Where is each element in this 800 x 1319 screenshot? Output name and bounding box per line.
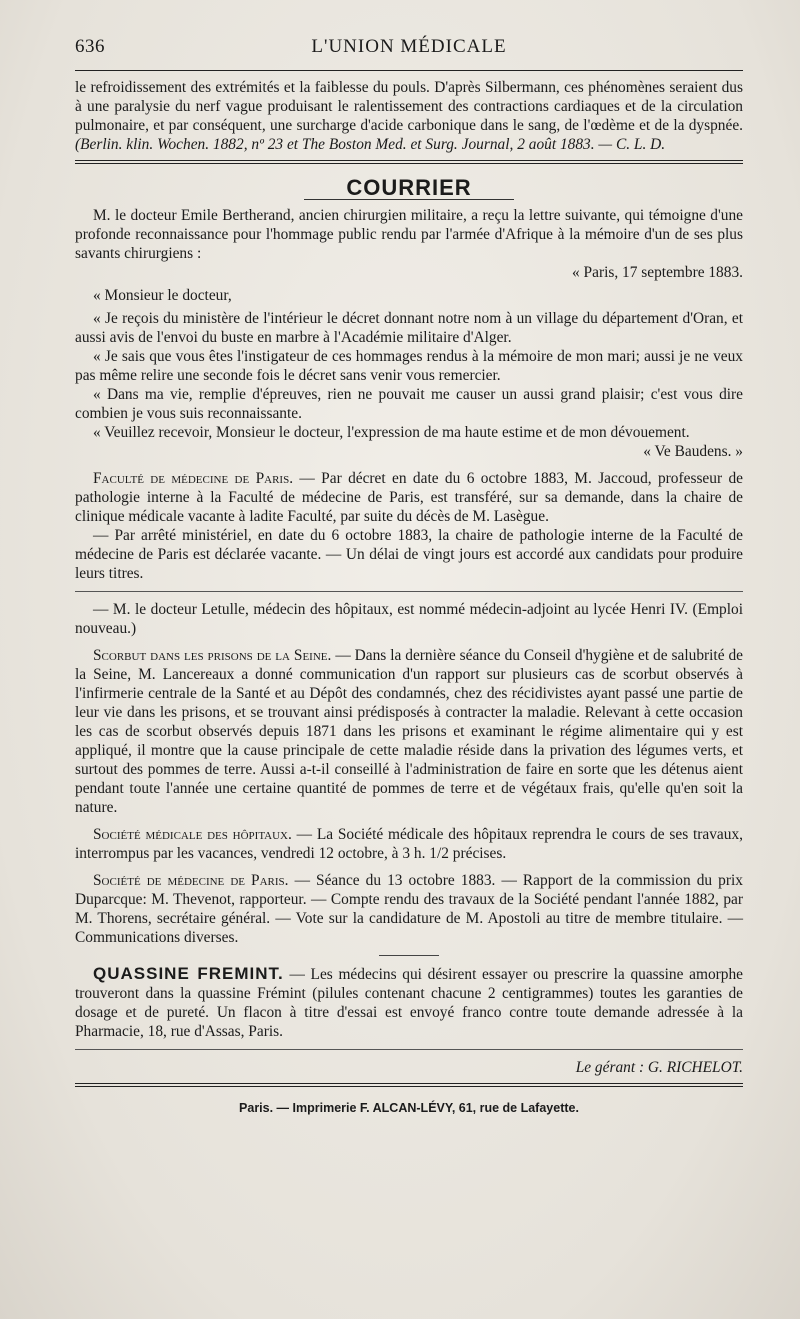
letter-paragraph: « Veuillez recevoir, Monsieur le docteur, l'expression de ma haute estime et de mon dévouement. — [93, 424, 690, 441]
courrier-intro: M. le docteur Emile Bertherand, ancien chirurgien militaire, a reçu la lettre suivante, qui témoigne d'une profonde reconnaissance pour l'hommage public rendu par l'armée d'Afrique à la mémoire d'un de ses plus savants chirurgiens : — [75, 207, 743, 262]
faculte-heading: Faculté de médecine de Paris. — [93, 470, 294, 487]
page-content — [75, 78, 743, 1118]
intro-paragraph — [75, 78, 743, 154]
faculte-paragraph — [75, 469, 743, 526]
letter-paragraph: « Je sais que vous êtes l'instigateur de ces hommages rendus à la mémoire de mon mari; aussi je ne veux pas même relire une seconde fois le décret sans venir vous remercier. — [75, 348, 743, 384]
letter-paragraph: « Je reçois du ministère de l'intérieur le décret donnant notre nom à un village du département d'Oran, et aussi avis de l'envoi du buste en marbre à l'Académie militaire d'Alger. — [75, 310, 743, 346]
printer-footer: Paris. — Imprimerie F. ALCAN-LÉVY, 61, rue de Lafayette. — [239, 1101, 579, 1115]
journal-title: L'UNION MÉDICALE — [311, 36, 507, 57]
societe-hopitaux-paragraph — [75, 825, 743, 863]
intro-citation: (Berlin. klin. Wochen. 1882, nº 23 et The Boston Med. et Surg. Journal, 2 août 1883. — C. L. D. — [75, 136, 666, 153]
societe-medecine-heading: Société de médecine de Paris. — [93, 872, 289, 889]
page-header — [75, 36, 743, 62]
letter-date: « Paris, 17 septembre 1883. — [572, 264, 743, 281]
separator-short-rule — [379, 955, 439, 956]
societe-hopitaux-text: — La Société médicale des hôpitaux reprendra le cours de ses travaux, interrompus par les vacances, vendredi 12 octobre, à 3 h. 1/2 précises. — [75, 826, 743, 862]
header-rule — [75, 70, 743, 71]
letulle-paragraph: — M. le docteur Letulle, médecin des hôpitaux, est nommé médecin-adjoint au lycée Henri IV. (Emploi nouveau.) — [75, 601, 743, 637]
scorbut-paragraph — [75, 646, 743, 817]
courrier-title: COURRIER — [346, 175, 472, 200]
societe-medecine-paragraph — [75, 871, 743, 947]
letter-salutation: « Monsieur le docteur, — [93, 287, 232, 304]
faculte-text: — Par décret en date du 6 octobre 1883, M. Jaccoud, professeur de pathologie interne à la Faculté de médecine de Paris, est transféré, sur sa demande, dans la chaire de clinique médicale vacante à ladite Faculté, par suite du décès de M. Lasègue. — [75, 470, 743, 525]
letter-signature: « Ve Baudens. » — [643, 443, 743, 460]
footer-double-rule — [75, 1083, 743, 1087]
section-double-rule — [75, 160, 743, 164]
faculte-paragraph-2: — Par arrêté ministériel, en date du 6 octobre 1883, la chaire de pathologie interne de la Faculté de médecine de Paris est déclarée vacante. — Un délai de vingt jours est accordé aux candidats pour produire leurs titres. — [75, 527, 743, 582]
quassine-title: QUASSINE FREMINT. — [93, 964, 284, 983]
page-number: 636 — [75, 36, 105, 57]
letter-paragraph: « Dans ma vie, remplie d'épreuves, rien ne pouvait me causer un aussi grand plaisir; c'est vous dire combien je vous suis reconnaissante. — [75, 386, 743, 422]
gerant-line: Le gérant : G. RICHELOT. — [575, 1059, 743, 1076]
societe-medecine-text: — Séance du 13 octobre 1883. — Rapport de la commission du prix Duparcque: M. Thevenot, rapporteur. — Compte rendu des travaux de la Société pendant l'année 1882, par M. Thorens, secrétaire général. — Vote sur la candidature de M. Apostoli au titre de membre titulaire. — Communications diverses. — [75, 872, 743, 946]
quassine-text: — Les médecins qui désirent essayer ou prescrire la quassine amorphe trouveront dans la quassine Frémint (pilules contenant chacune 2 centigrammes) toutes les garanties de dosage et de pureté. Un flacon à titre d'essai est envoyé franco contre toute demande adressée à la Pharmacie, 18, rue d'Assas, Paris. — [75, 966, 743, 1040]
separator-rule — [75, 1049, 743, 1050]
societe-hopitaux-heading: Société médicale des hôpitaux. — [93, 826, 292, 843]
intro-text: le refroidissement des extrémités et la faiblesse du pouls. D'après Silbermann, ces phénomènes seraient dus à une paralysie du nerf vague produisant le ralentissement des contractions cardiaques et de la circulation pulmonaire, et par conséquent, une surcharge d'acide carbonique dans le sang, de l'œdème et de la dyspnée. — [75, 79, 743, 134]
scorbut-heading: Scorbut dans les prisons de la Seine. — [93, 647, 332, 664]
scorbut-text: — Dans la dernière séance du Conseil d'hygiène et de salubrité de la Seine, M. Lancereaux a donné communication d'un rapport sur plusieurs cas de scorbut observés à l'infirmerie centrale de la Santé et au Dépôt des condamnés, chez des récidivistes ayant passé une partie de leur vie dans les prisons, et se trouvant ainsi prédisposés à contracter la maladie. Relevant à cette occasion les cas de scorbut observés depuis 1871 dans les prisons et examinant le régime alimentaire qui y est appliqué, il montre que la cause principale de cette maladie réside dans la privation des légumes verts, et surtout des pommes de terre. Aussi a-t-il conseillé à l'administration de faire en sorte que les détenus aient pendant toute l'année une certaine quantité de pommes de terre et de végétaux frais, qu'elle qu'en soit la nature. — [75, 647, 743, 816]
quassine-paragraph — [75, 964, 743, 1041]
separator-rule — [75, 591, 743, 592]
